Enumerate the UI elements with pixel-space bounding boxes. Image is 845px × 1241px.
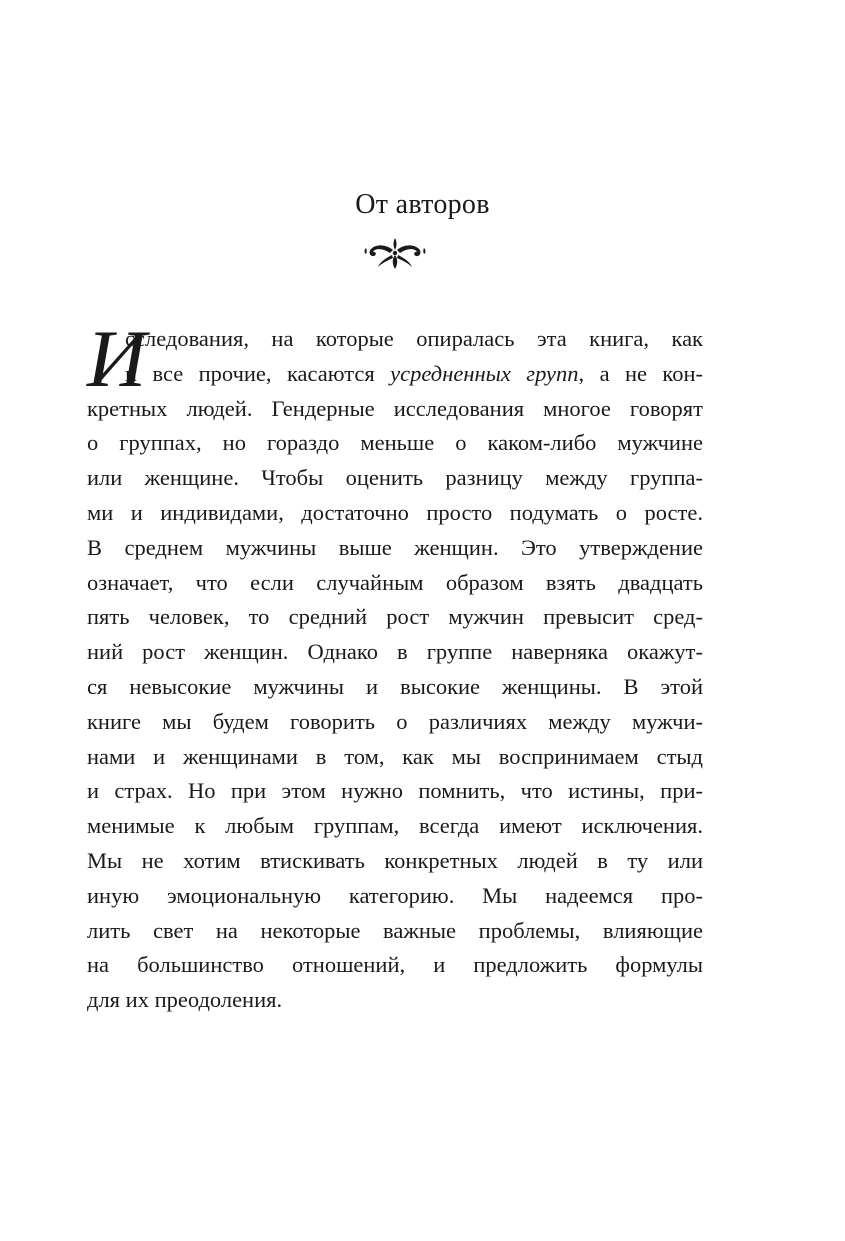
ornament-flourish-icon: [362, 236, 428, 272]
text-segment: , а не кон-: [578, 360, 703, 386]
text-line: книге мы будем говорить о различиях между мужчи-: [87, 708, 703, 734]
text-line: ся невысокие мужчины и высокие женщины. В этой: [87, 673, 703, 699]
text-line: о группах, но гораздо меньше о каком-либо мужчине: [87, 430, 703, 456]
text-line: или женщине. Чтобы оценить разницу между группа-: [87, 465, 703, 491]
text-line: пять человек, то средний рост мужчин превысит сред-: [87, 604, 703, 630]
text-line: менимые к любым группам, всегда имеют исключения.: [87, 813, 703, 839]
text-line: сследования, на которые опиралась эта книга, как: [125, 326, 703, 351]
text-segment: и все прочие, касаются: [125, 360, 391, 386]
text-line: нами и женщинами в том, как мы воспринимаем стыд: [87, 743, 703, 769]
text-line: и страх. Но при этом нужно помнить, что истины, при-: [87, 778, 703, 804]
drop-cap: И: [87, 313, 147, 404]
text-line: В среднем мужчины выше женщин. Это утверждение: [87, 534, 703, 560]
text-line: [87, 357, 703, 392]
text-line: ми и индивидами, достаточно просто подумать о росте.: [87, 499, 703, 525]
text-line: Мы не хотим втискивать конкретных людей в ту или: [87, 847, 703, 873]
text-line: лить свет на некоторые важные проблемы, влияющие: [87, 917, 703, 943]
text-line: кретных людей. Гендерные исследования многое говорят: [87, 395, 703, 421]
text-line: на большинство отношений, и предложить формулы: [87, 952, 703, 978]
emphasis-text: усредненных групп: [390, 360, 579, 386]
text-line: ний рост женщин. Однако в группе наверняка окажут-: [87, 639, 703, 665]
page-title: От авторов: [355, 188, 490, 220]
text-line: означает, что если случайным образом взять двадцать: [87, 569, 703, 595]
body-text: [87, 322, 703, 1018]
text-line: иную эмоциональную категорию. Мы надеемся про-: [87, 882, 703, 908]
text-line: для их преодоления.: [87, 987, 283, 1013]
